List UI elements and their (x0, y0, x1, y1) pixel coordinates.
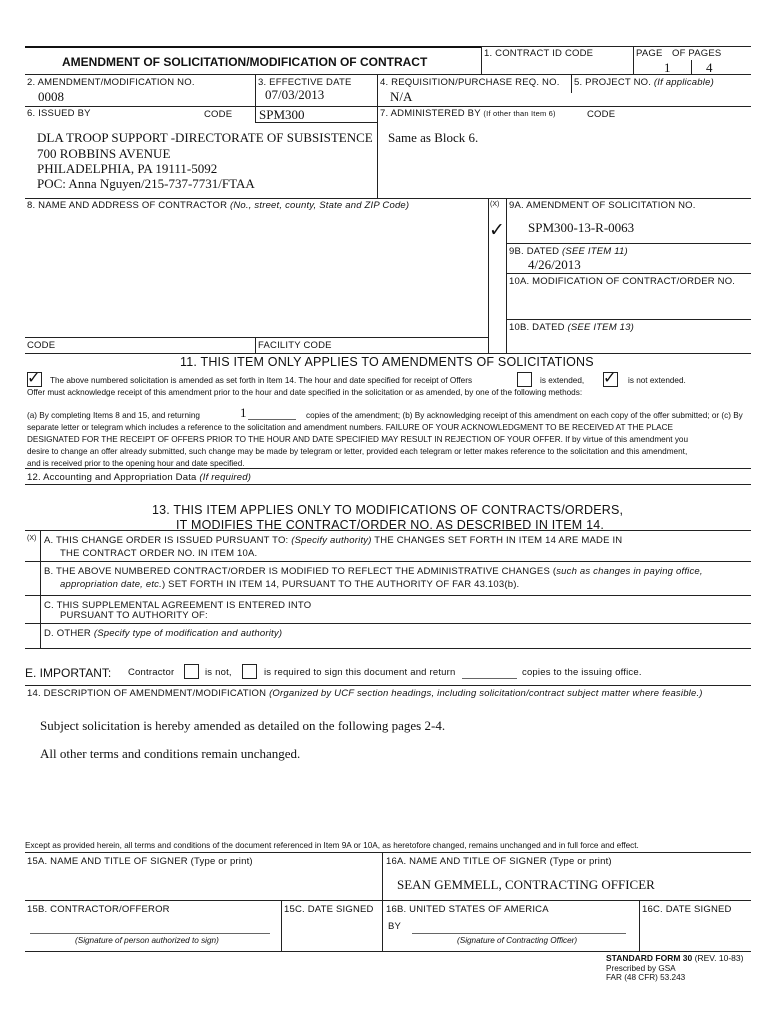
effective-date-label: 3. EFFECTIVE DATE (258, 77, 352, 88)
item-11-text-7: and is received prior to the opening hour and date specified. (27, 459, 245, 468)
page-number[interactable]: 1 (664, 60, 671, 75)
is-extended-checkbox[interactable] (517, 372, 532, 387)
item-11-text-6: desire to change an offer already submitted, such change may be made by telegram or letter, provided each telegram or letter makes reference to the solicitation and this amendment, (27, 447, 688, 456)
date-16c-label: 16C. DATE SIGNED (642, 904, 732, 915)
important-copies: copies to the issuing office. (522, 667, 642, 678)
signer-16a-value[interactable]: SEAN GEMMELL, CONTRACTING OFFICER (397, 877, 655, 892)
is-not-checkbox[interactable] (184, 664, 199, 679)
contractor-label-text: 8. NAME AND ADDRESS OF CONTRACTOR (27, 200, 228, 211)
item-13a-line-1[interactable] (44, 535, 622, 546)
dated-10b-text: 10B. DATED (509, 322, 565, 333)
dated-9b-value[interactable]: 4/26/2013 (528, 257, 581, 272)
requisition-value[interactable]: N/A (390, 89, 413, 104)
is-required-checkbox[interactable] (242, 664, 257, 679)
item-11-text-1: The above numbered solicitation is amended as set forth in Item 14. The hour and date specified for receipt of Offers (50, 376, 473, 385)
by-label: BY (388, 921, 402, 932)
x-column-label: (X) (490, 201, 500, 208)
item-13a-line-2: THE CONTRACT ORDER NO. IN ITEM 10A. (60, 548, 258, 559)
issuer-line-2[interactable]: 700 ROBBINS AVENUE (37, 146, 171, 161)
contractor-signature-line[interactable] (30, 922, 270, 933)
issued-code-label: CODE (204, 109, 233, 120)
item-13a-text: A. THIS CHANGE ORDER IS ISSUED PURSUANT TO: (44, 535, 289, 546)
amendment-no-value[interactable]: 0008 (38, 89, 64, 104)
total-pages[interactable]: 4 (706, 60, 713, 75)
form-title: AMENDMENT OF SOLICITATION/MODIFICATION OF CONTRACT (62, 55, 428, 69)
item-14-label (27, 688, 703, 699)
item-13b-line-1[interactable] (44, 566, 703, 577)
administered-code-label: CODE (587, 109, 616, 120)
item-12-label (27, 472, 251, 483)
issuer-line-1[interactable]: DLA TROOP SUPPORT -DIRECTORATE OF SUBSISTENCE (37, 130, 373, 145)
effective-date-value[interactable]: 07/03/2013 (265, 87, 325, 102)
important-label: E. IMPORTANT: (25, 666, 112, 680)
item-11-text-3b: copies of the amendment; (b) By acknowledging receipt of this amendment on each copy of the offer submitted; or (c) By (306, 411, 743, 420)
important-is-not: is not, (205, 667, 232, 678)
item-11-text-3a: (a) By completing Items 8 and 15, and returning (27, 411, 200, 420)
item-13c-line-2: PURSUANT TO AUTHORITY OF: (60, 610, 208, 621)
item-13a-text-post: THE CHANGES SET FORTH IN ITEM 14 ARE MADE IN (374, 535, 623, 546)
page-label: PAGE (636, 48, 663, 59)
item-13d-italic: (Specify type of modification and authority) (93, 628, 283, 639)
issuer-line-4[interactable]: POC: Anna Nguyen/215-737-7731/FTAA (37, 176, 255, 191)
dated-9b-text: 9B. DATED (509, 246, 560, 257)
item-13c-line-1[interactable]: C. THIS SUPPLEMENTAL AGREEMENT IS ENTERED INTO (44, 600, 312, 611)
modification-10a-label: 10A. MODIFICATION OF CONTRACT/ORDER NO. (509, 276, 736, 287)
usa-16b-label: 16B. UNITED STATES OF AMERICA (386, 904, 549, 915)
administered-by-text: 7. ADMINISTERED BY (380, 108, 481, 119)
not-extended-check: ✓ (603, 368, 617, 387)
project-no-label (574, 77, 714, 88)
item-11-text-5: DESIGNATED FOR THE RECEIPT OF OFFERS PRIOR TO THE HOUR AND DATE SPECIFIED MAY RESULT IN REJECTION OF YOUR OFFER. If by virtue of this amendment you (27, 435, 689, 444)
officer-signature-line[interactable] (412, 922, 626, 933)
item-13-x-label: (X) (27, 535, 37, 542)
item-13-heading-2: IT MODIFIES THE CONTRACT/ORDER NO. AS DESCRIBED IN ITEM 14. (176, 518, 605, 532)
item-13b-line-2 (60, 579, 519, 590)
dated-9b-note: (SEE ITEM 11) (562, 246, 628, 257)
item-14-text: 14. DESCRIPTION OF AMENDMENT/MODIFICATION (27, 688, 267, 699)
item-13a-authority: (Specify authority) (291, 535, 372, 546)
dated-9b-label (509, 246, 628, 257)
requisition-label: 4. REQUISITION/PURCHASE REQ. NO. (380, 77, 560, 88)
project-no-note: (If applicable) (653, 77, 714, 88)
contractor-15b-label: 15B. CONTRACTOR/OFFEROR (27, 904, 170, 915)
item-14-line-2[interactable]: All other terms and conditions remain unchanged. (40, 746, 301, 761)
item-11-amended-check: ✓ (27, 368, 41, 387)
copies-returned-value[interactable]: 1 (240, 405, 247, 420)
item-11-heading: 11. THIS ITEM ONLY APPLIES TO AMENDMENTS OF SOLICITATIONS (180, 355, 594, 369)
item-13d-text: D. OTHER (44, 628, 91, 639)
item-13-heading-1: 13. THIS ITEM APPLIES ONLY TO MODIFICATIONS OF CONTRACTS/ORDERS, (152, 503, 624, 517)
item-13b-italic: such as changes in paying office, (556, 566, 703, 577)
item-11-text-4: separate letter or telegram which includes a reference to the solicitation and amendment numbers. FAILURE OF YOUR ACKNOWLEDGMENT TO BE RECEIVED AT THE PLACE (27, 423, 674, 432)
contractor-signature-caption: (Signature of person authorized to sign) (75, 936, 219, 945)
facility-code-label: FACILITY CODE (258, 340, 332, 351)
item-12-text: 12. Accounting and Appropriation Data (27, 472, 197, 483)
dated-10b-note: (SEE ITEM 13) (567, 322, 635, 333)
far-reference: FAR (48 CFR) 53.243 (606, 973, 686, 982)
contractor-code-label: CODE (27, 340, 56, 351)
item-13b-italic-2: appropriation date, etc. (60, 579, 162, 590)
signer-15a-label: 15A. NAME AND TITLE OF SIGNER (Type or print) (27, 856, 253, 867)
officer-signature-caption: (Signature of Contracting Officer) (457, 936, 578, 945)
not-extended-label: is not extended. (628, 376, 686, 385)
standard-form-id (606, 953, 743, 963)
contract-id-label: 1. CONTRACT ID CODE (484, 48, 594, 59)
administered-by-value[interactable]: Same as Block 6. (388, 130, 479, 145)
amendment-9a-label: 9A. AMENDMENT OF SOLICITATION NO. (509, 200, 696, 211)
issued-code-value[interactable]: SPM300 (259, 107, 305, 122)
signer-16a-label: 16A. NAME AND TITLE OF SIGNER (Type or print) (386, 856, 612, 867)
dated-10b-label (509, 322, 634, 333)
important-required: is required to sign this document and return (264, 667, 456, 678)
contractor-label-note: (No., street, county, State and ZIP Code) (230, 200, 410, 211)
except-text: Except as provided herein, all terms and conditions of the document referenced in Item 9A or 10A, as heretofore changed, remains unchanged and in full force and effect. (25, 841, 639, 850)
administered-by-note: (If other than Item 6) (483, 109, 556, 118)
item-13d-line[interactable] (44, 628, 282, 639)
standard-form-rev: (REV. 10-83) (694, 953, 744, 963)
of-pages-label: OF PAGES (672, 48, 722, 59)
prescribed-by: Prescribed by GSA (606, 964, 676, 973)
amendment-9a-checkmark[interactable]: ✓ (489, 219, 505, 241)
item-13b-text: B. THE ABOVE NUMBERED CONTRACT/ORDER IS MODIFIED TO REFLECT THE ADMINISTRATIVE CHANGES ( (44, 566, 557, 577)
contractor-label (27, 200, 409, 211)
is-extended-label: is extended, (540, 376, 585, 385)
date-15c-label: 15C. DATE SIGNED (284, 904, 374, 915)
important-contractor: Contractor (128, 667, 175, 678)
amendment-9a-value[interactable]: SPM300-13-R-0063 (528, 220, 635, 235)
item-13b-text-2: ) SET FORTH IN ITEM 14, PURSUANT TO THE AUTHORITY OF FAR 43.103(b). (161, 579, 520, 590)
administered-by-label (380, 108, 556, 119)
item-14-line-1[interactable]: Subject solicitation is hereby amended as detailed on the following pages 2-4. (40, 718, 446, 733)
issuer-line-3[interactable]: PHILADELPHIA, PA 19111-5092 (37, 161, 218, 176)
project-no-text: 5. PROJECT NO. (574, 77, 652, 88)
item-11-text-2: Offer must acknowledge receipt of this amendment prior to the hour and date specified in the solicitation or as amended, by one of the following methods: (27, 388, 583, 397)
issued-by-label: 6. ISSUED BY (27, 108, 91, 119)
item-14-note: (Organized by UCF section headings, including solicitation/contract subject matter where feasible.) (269, 688, 703, 699)
item-12-note: (If required) (199, 472, 252, 483)
amendment-no-label: 2. AMENDMENT/MODIFICATION NO. (27, 77, 195, 88)
standard-form-bold: STANDARD FORM 30 (606, 953, 693, 963)
